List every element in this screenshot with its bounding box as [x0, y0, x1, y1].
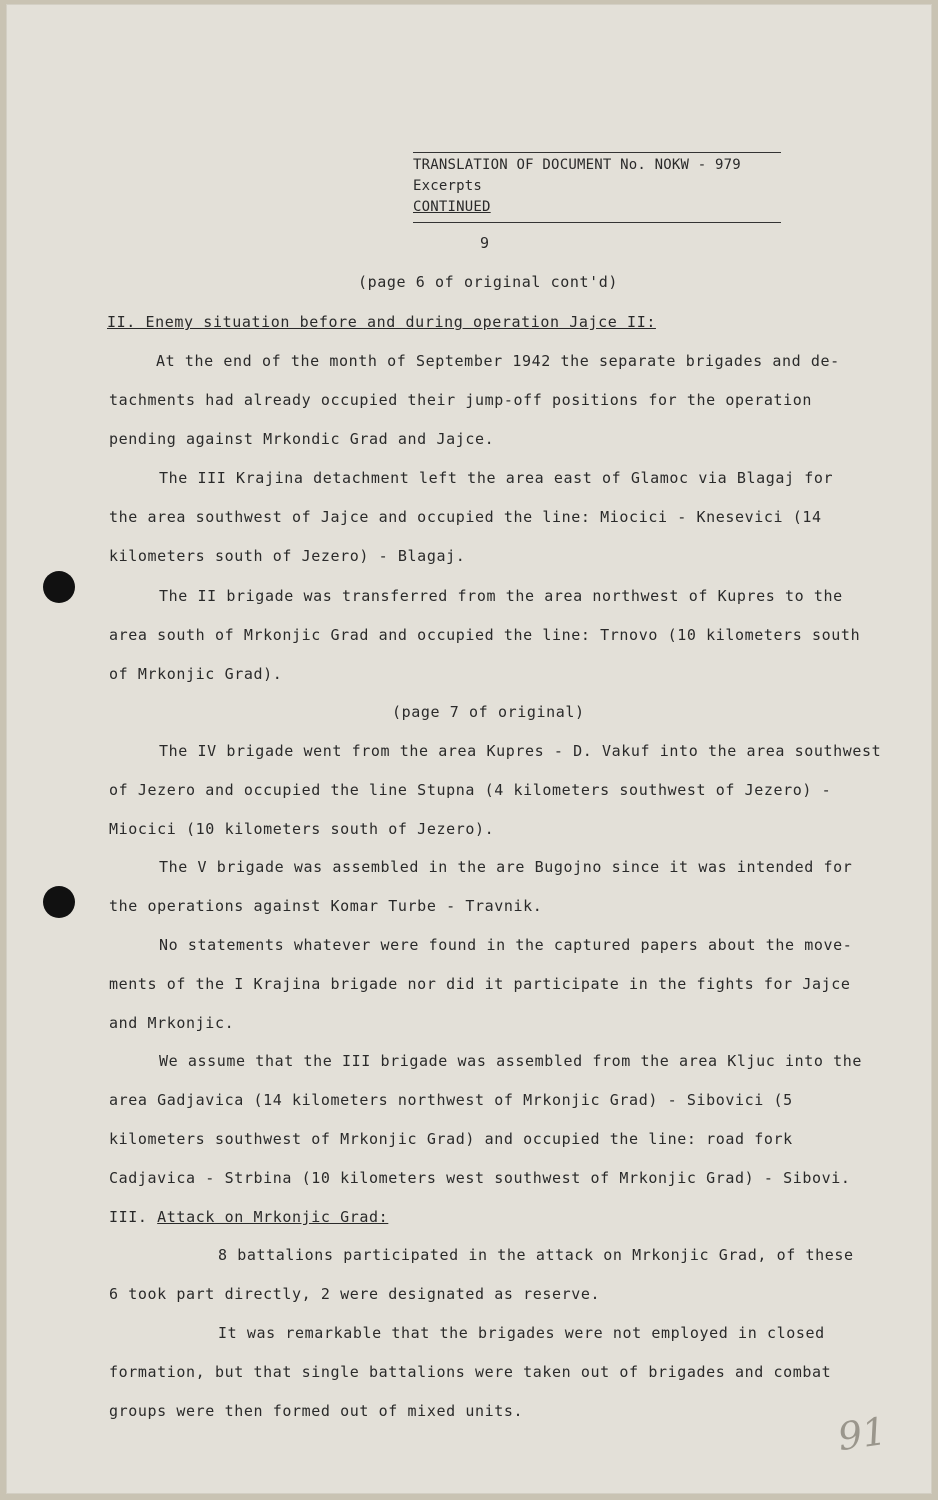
document-header	[413, 152, 781, 223]
text-line: tachments had already occupied their jump-off positions for the operation	[109, 391, 813, 409]
text-line: We assume that the III brigade was assembled from the area Kljuc into the	[159, 1052, 863, 1070]
header-subtitle: Excerpts	[413, 178, 483, 194]
section-heading	[109, 1208, 388, 1226]
punch-hole	[43, 571, 75, 603]
text-line: No statements whatever were found in the captured papers about the move-	[159, 936, 853, 954]
text-line: pending against Mrkondic Grad and Jajce.	[109, 430, 495, 448]
text-line: area Gadjavica (14 kilometers northwest of Mrkonjic Grad) - Sibovici (5	[109, 1091, 793, 1109]
pencil-page-mark: 91	[835, 1408, 890, 1460]
text-line: of Jezero and occupied the line Stupna (4 kilometers southwest of Jezero) -	[109, 781, 832, 799]
text-line: The V brigade was assembled in the are Bugojno since it was intended for	[159, 858, 853, 876]
page-note: (page 6 of original cont'd)	[358, 273, 619, 291]
text-line: area south of Mrkonjic Grad and occupied the line: Trnovo (10 kilometers south	[109, 626, 861, 644]
text-line: At the end of the month of September 1942 the separate brigades and de-	[156, 352, 840, 370]
text-line: and Mrkonjic.	[109, 1014, 235, 1032]
text-line: groups were then formed out of mixed units.	[109, 1402, 524, 1420]
text-line: The II brigade was transferred from the area northwest of Kupres to the	[159, 587, 843, 605]
text-line: It was remarkable that the brigades were not employed in closed	[218, 1324, 825, 1342]
text-line: the area southwest of Jajce and occupied the line: Miocici - Knesevici (14	[109, 508, 822, 526]
text-line: formation, but that single battalions were taken out of brigades and combat	[109, 1363, 832, 1381]
text-line: Cadjavica - Strbina (10 kilometers west southwest of Mrkonjic Grad) - Sibovi.	[109, 1169, 851, 1187]
text-line: the operations against Komar Turbe - Travnik.	[109, 897, 543, 915]
text-line: The III Krajina detachment left the area east of Glamoc via Blagaj for	[159, 469, 834, 487]
page-note: (page 7 of original)	[392, 703, 585, 721]
text-line: Miocici (10 kilometers south of Jezero).	[109, 820, 495, 838]
text-line: kilometers south of Jezero) - Blagaj.	[109, 547, 466, 565]
text-line: kilometers southwest of Mrkonjic Grad) and occupied the line: road fork	[109, 1130, 793, 1148]
punch-hole	[43, 886, 75, 918]
header-title: TRANSLATION OF DOCUMENT No. NOKW - 979	[413, 157, 741, 173]
header-continued: CONTINUED	[413, 199, 491, 215]
text-line: 6 took part directly, 2 were designated as reserve.	[109, 1285, 601, 1303]
text-line: The IV brigade went from the area Kupres - D. Vakuf into the area southwest	[159, 742, 882, 760]
text-line: ments of the I Krajina brigade nor did it participate in the fights for Jajce	[109, 975, 851, 993]
page-number: 9	[480, 234, 490, 252]
section-title: Attack on Mrkonjic Grad:	[157, 1208, 389, 1226]
section-heading: II. Enemy situation before and during operation Jajce II:	[107, 313, 656, 331]
section-number: III.	[109, 1208, 148, 1226]
text-line: 8 battalions participated in the attack on Mrkonjic Grad, of these	[218, 1246, 854, 1264]
text-line: of Mrkonjic Grad).	[109, 665, 283, 683]
